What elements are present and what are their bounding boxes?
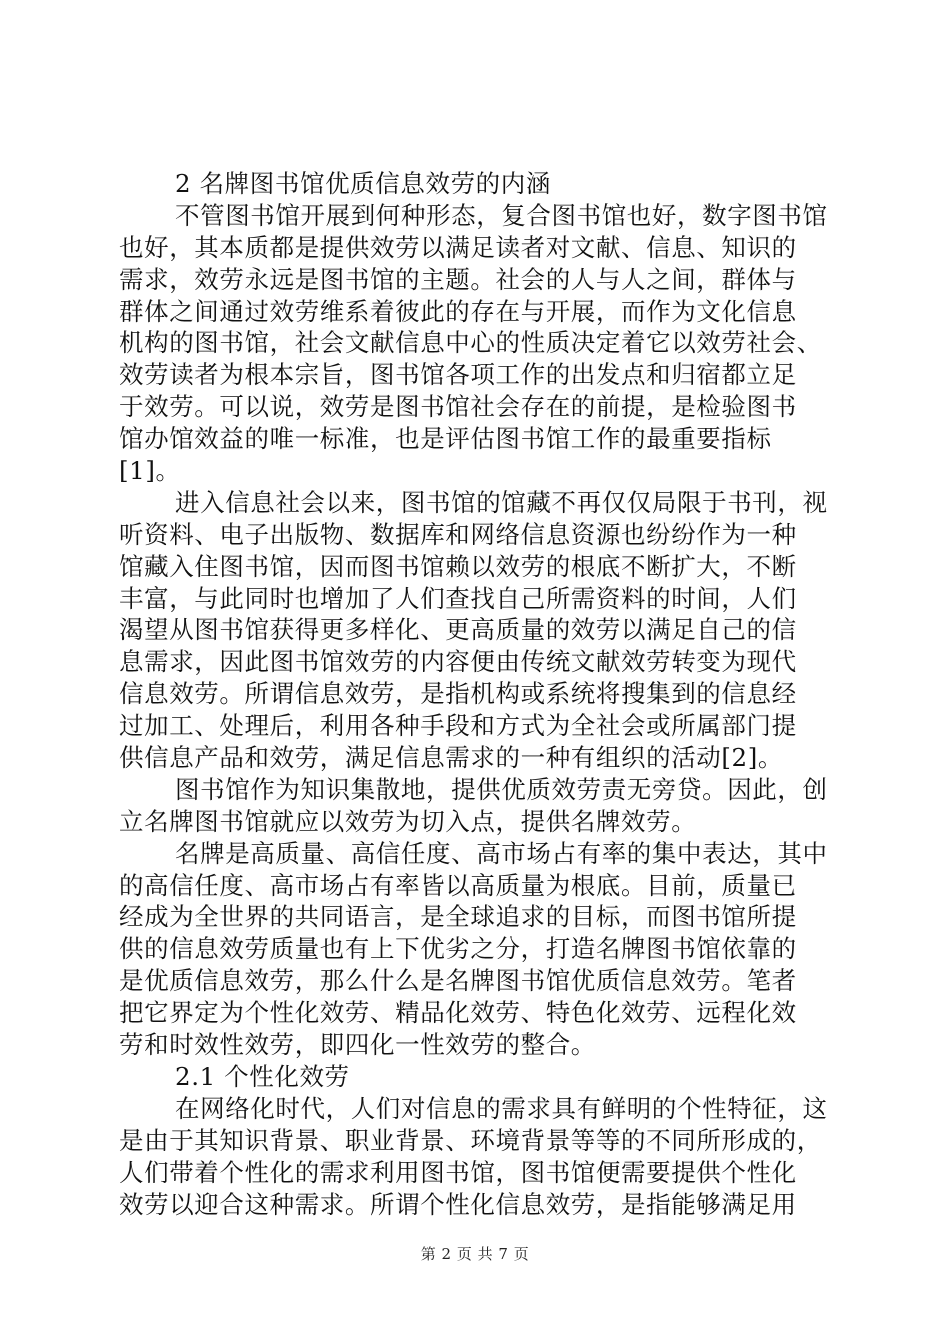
text-line: 是优质信息效劳，那么什么是名牌图书馆优质信息效劳。笔者 — [119, 966, 797, 996]
text-line: 信息效劳。所谓信息效劳，是指机构或系统将搜集到的信息经 — [119, 679, 797, 709]
text-line: 过加工、处理后，利用各种手段和方式为全社会或所属部门提 — [119, 711, 797, 741]
text-line: 名牌是高质量、高信任度、高市场占有率的集中表达，其中 — [175, 838, 828, 868]
text-line: 馆办馆效益的唯一标准，也是评估图书馆工作的最重要指标 — [119, 424, 772, 454]
text-line: 人们带着个性化的需求利用图书馆，图书馆便需要提供个性化 — [119, 1157, 797, 1187]
text-line: 效劳以迎合这种需求。所谓个性化信息效劳，是指能够满足用 — [119, 1189, 797, 1219]
page-footer: 第 2 页 共 7 页 — [420, 1245, 530, 1263]
text-line: 的高信任度、高市场占有率皆以高质量为根底。目前，质量已 — [119, 870, 797, 900]
text-line: 图书馆作为知识集散地，提供优质效劳责无旁贷。因此，创 — [175, 774, 828, 804]
text-line: 渴望从图书馆获得更多样化、更高质量的效劳以满足自己的信 — [119, 615, 797, 645]
document-body — [119, 168, 835, 1220]
subsection-heading: 2.1 个性化效劳 — [175, 1061, 350, 1091]
text-line: 于效劳。可以说，效劳是图书馆社会存在的前提，是检验图书 — [119, 392, 797, 422]
text-line: 丰富，与此同时也增加了人们查找自己所需资料的时间，人们 — [119, 583, 797, 613]
text-line: 效劳读者为根本宗旨，图书馆各项工作的出发点和归宿都立足 — [119, 360, 797, 390]
text-line: 群体之间通过效劳维系着彼此的存在与开展，而作为文化信息 — [119, 296, 797, 326]
text-line: 息需求，因此图书馆效劳的内容便由传统文献效劳转变为现代 — [119, 647, 797, 677]
text-line: 把它界定为个性化效劳、精品化效劳、特色化效劳、远程化效 — [119, 998, 797, 1028]
text-line: [1]。 — [119, 456, 181, 486]
text-line: 不管图书馆开展到何种形态，复合图书馆也好，数字图书馆 — [175, 200, 828, 230]
text-line: 劳和时效性效劳，即四化一性效劳的整合。 — [119, 1030, 596, 1060]
text-line: 供信息产品和效劳，满足信息需求的一种有组织的活动[2]。 — [119, 743, 784, 773]
text-line: 馆藏入住图书馆，因而图书馆赖以效劳的根底不断扩大，不断 — [119, 551, 797, 581]
text-line: 供的信息效劳质量也有上下优劣之分，打造名牌图书馆依靠的 — [119, 934, 797, 964]
text-line: 也好，其本质都是提供效劳以满足读者对文献、信息、知识的 — [119, 232, 797, 262]
text-line: 是由于其知识背景、职业背景、环境背景等等的不同所形成的， — [119, 1125, 822, 1155]
section-heading: 2 名牌图书馆优质信息效劳的内涵 — [175, 169, 551, 198]
text-line: 需求，效劳永远是图书馆的主题。社会的人与人之间，群体与 — [119, 264, 797, 294]
text-line: 在网络化时代，人们对信息的需求具有鲜明的个性特征，这 — [175, 1093, 828, 1123]
text-line: 进入信息社会以来，图书馆的馆藏不再仅仅局限于书刊，视 — [175, 487, 828, 517]
text-line: 听资料、电子出版物、数据库和网络信息资源也纷纷作为一种 — [119, 519, 797, 549]
text-line: 机构的图书馆，社会文献信息中心的性质决定着它以效劳社会、 — [119, 328, 822, 358]
text-line: 经成为全世界的共同语言，是全球追求的目标，而图书馆所提 — [119, 902, 797, 932]
text-line: 立名牌图书馆就应以效劳为切入点，提供名牌效劳。 — [119, 806, 697, 836]
